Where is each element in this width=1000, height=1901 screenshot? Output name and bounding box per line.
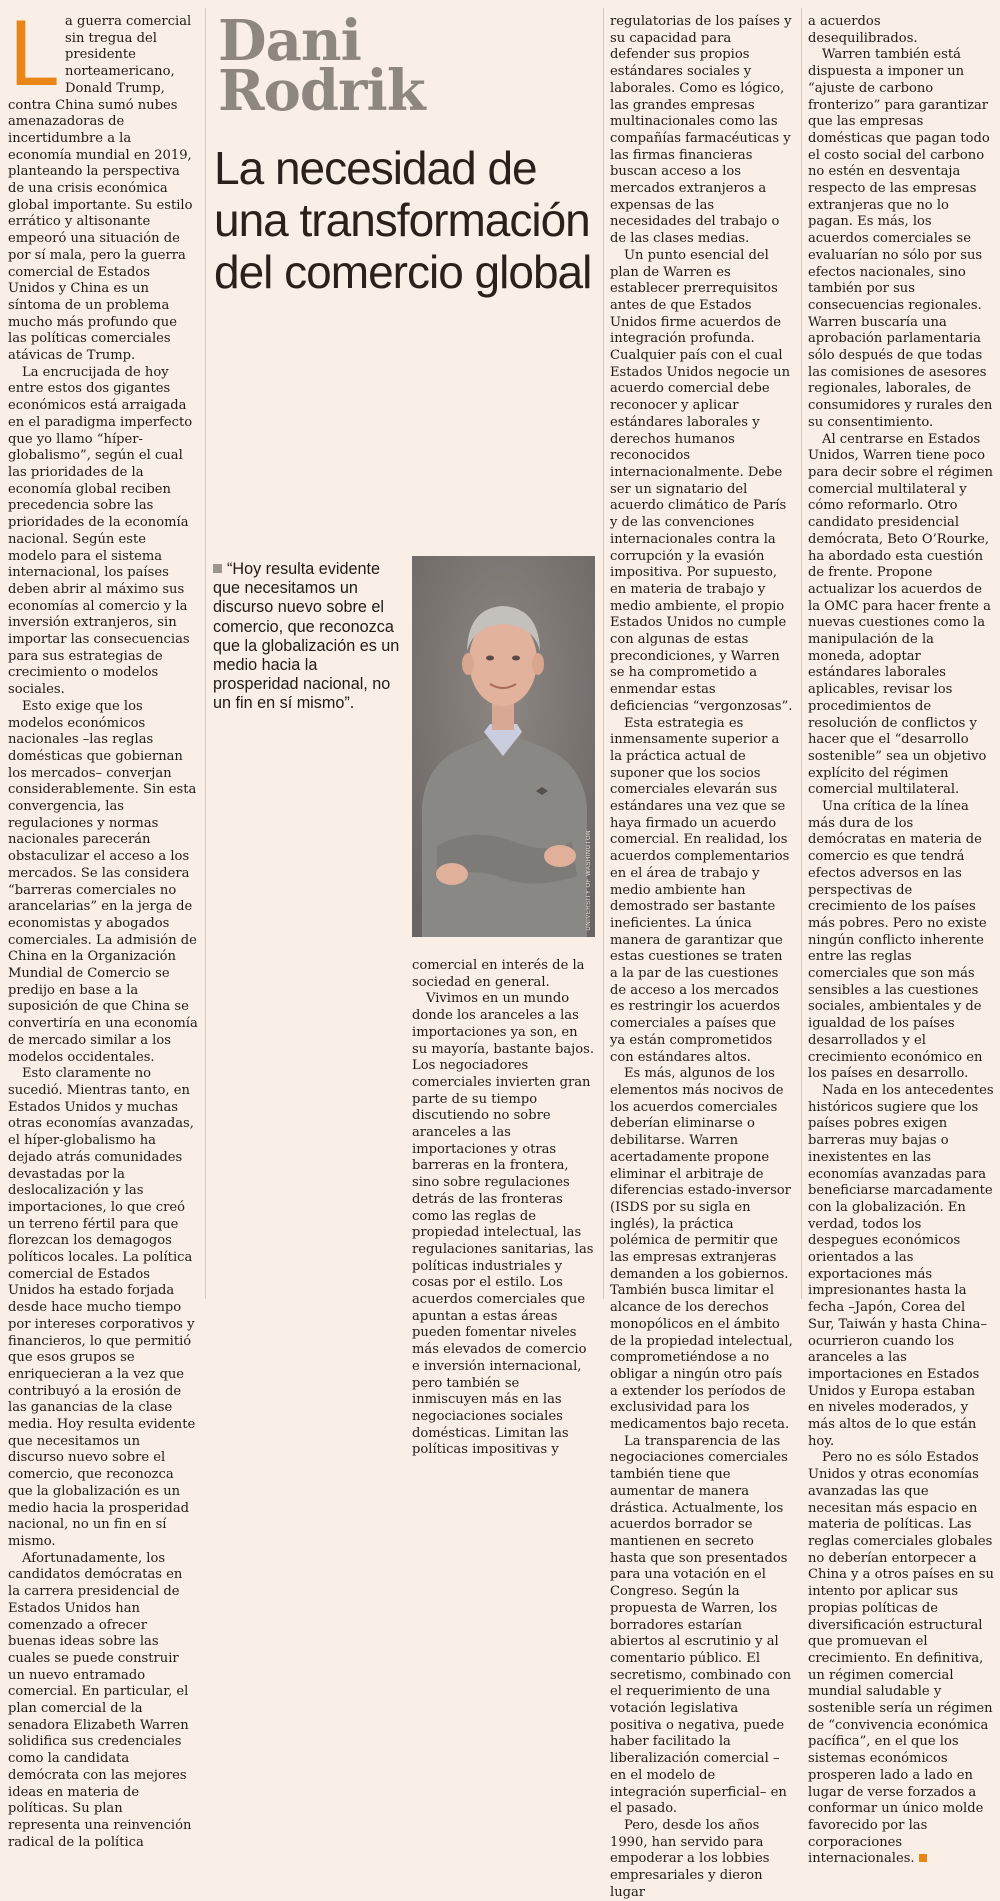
- paragraph: La encrucijada de hoy entre estos dos gigantes económicos está arraigada en el paradigma imperfecto que yo llamo “híper-globalismo”, según el cual las prioridades de la economía global reciben precedencia sobre las prioridades de la economía nacional. Según este modelo para el sistema internacional, los países deben abrir al máximo sus economías al comercio y la inversión extranjeros, sin importar las consecuencias para sus estrategias de crecimiento o modelos sociales.: [8, 364, 193, 698]
- column-divider: [603, 8, 604, 1299]
- drop-cap: L: [8, 3, 58, 106]
- paragraph: Un punto esencial del plan de Warren es establecer prerrequisitos antes de que Estados Unidos firme acuerdos de integración profunda. Cualquier país con el cual Estados Unidos negocie un acuerdo comercial debe reconocer y aplicar estándares laborales y derechos humanos reconocidos internacionalmente. Debe ser un signatario del acuerdo climático de París y de las convenciones internacionales contra la corrupción y la evasión impositiva. Por supuesto, en materia de trabajo y medio ambiente, el propio Estados Unidos no cumple con algunas de estas precondiciones, y Warren se ha comprometido a enmendar estas deficiencias “vergonzosas”.: [610, 247, 793, 714]
- author-first-name: Dani: [218, 8, 361, 74]
- paragraph: Afortunadamente, los candidatos demócratas en la carrera presidencial de Estados Unidos han comenzado a ofrecer buenas ideas sobre las cuales se puede construir un nuevo entramado comercial. En particular, el plan comercial de la senadora Elizabeth Warren solidifica sus credenciales como la candidata demócrata con las mejores ideas en materia de políticas. Su plan representa una reinvención radical de la política: [8, 1550, 192, 1850]
- author-name: [218, 8, 598, 124]
- paragraph: Nada en los antecedentes históricos sugiere que los países pobres exigen barreras muy bajas o inexistentes en las economías avanzadas para beneficiarse marcadamente con la globalización. En verdad, todos los despegues económicos orientados a las exportaciones más impresionantes hasta la fecha –Japón, Corea del Sur, Taiwán y hasta China– ocurrieron cuando los aranceles a las importaciones en Estados Unidos y Europa estaban en niveles moderados, y más altos de lo que están hoy.: [808, 1083, 994, 1449]
- pull-quote-text: “Hoy resulta evidente que necesitamos un discurso nuevo sobre el comercio, que reconozca que la globalización es un medio hacia la prosperidad nacional, no un fin en sí mismo”.: [213, 560, 400, 713]
- paragraph: Pero, desde los años 1990, han servido para empoderar a los lobbies empresariales y dieron lugar: [610, 1817, 770, 1900]
- column-divider: [801, 8, 802, 1299]
- article-column-4: [808, 14, 994, 1867]
- article-column-1: [8, 3, 198, 1850]
- paragraph: Esto exige que los modelos económicos nacionales –las reglas domésticas que gobiernan los mercados– converjan considerablemente. Sin esta convergencia, las regulaciones y normas nacionales parecerán obstaculizar el acceso a los mercados. Se las considera “barreras comerciales no arancelarias” en la jerga de economistas y abogados comerciales. La admisión de China en la Organización Mundial de Comercio se predijo en base a la suposición de que China se convertiría en una economía de mercado similar a los modelos occidentales.: [8, 698, 198, 1065]
- paragraph: La transparencia de las negociaciones comerciales también tiene que aumentar de manera drástica. Actualmente, los acuerdos borrador se mantienen en secreto hasta que son presentados para una votación en el Congreso. Según la propuesta de Warren, los borradores estarían abiertos al escrutinio y al comentario público. El secretismo, combinado con el requerimiento de una votación legislativa positiva o negativa, puede haber facilitado la liberalización comercial –en el modelo de integración superficial– en el pasado.: [610, 1433, 792, 1817]
- paragraph: Vivimos en un mundo donde los aranceles a las importaciones ya son, en su mayoría, bastante bajos. Los negociadores comerciales invierten gran parte de su tiempo discutiendo no sobre aranceles a las importaciones y otras barreras en la frontera, sino sobre regulaciones detrás de las fronteras como las reglas de propiedad intelectual, las regulaciones sanitarias, las políticas industriales y cosas por el estilo. Los acuerdos comerciales que apuntan a estas áreas pueden fomentar niveles más elevados de comercio e inversión internacional, pero también se inmiscuyen más en las negociaciones sociales domésticas. Limitan las políticas impositivas y: [412, 991, 594, 1458]
- portrait-illustration: [412, 556, 595, 937]
- paragraph: a acuerdos desequilibrados.: [808, 14, 918, 46]
- paragraph: regulatorias de los países y su capacidad para defender sus propios estándares sociales y laborales. Como es lógico, las grandes empresas multinacionales como las compañías farmacéuticas y las firmas financieras buscan acceso a los mercados extranjeros a expensas de las necesidades del trabajo o de las clases medias.: [610, 14, 792, 247]
- paragraph: Una crítica de la línea más dura de los demócratas en materia de comercio es que tendrá efectos adversos en las perspectivas de crecimiento de los países más pobres. Pero no existe ningún conflicto inherente entre las reglas comerciales que son más sensibles a las cuestiones sociales, ambientales y de igualdad de los países desarrollados y el crecimiento económico en los países en desarrollo.: [808, 799, 987, 1082]
- paragraph: Es más, algunos de los elementos más nocivos de los acuerdos comerciales deberían eliminarse o debilitarse. Warren acertadamente propone eliminar el arbitraje de diferencias estado-inversor (ISDS por su sigla en inglés), la práctica polémica de permitir que las empresas extranjeras demanden a los gobiernos. También busca limitar el alcance de los derechos monopólicos en el ámbito de la propiedad intelectual, comprometiéndose a no obligar a ningún otro país a extender los períodos de exclusividad para los medicamentos bajo receta.: [610, 1066, 793, 1433]
- column-divider: [205, 8, 206, 1299]
- author-last-name: Rodrik: [218, 58, 425, 124]
- article-column-3: [610, 14, 793, 1900]
- paragraph: Esta estrategia es inmensamente superior a la práctica actual de suponer que los socios comerciales elevarán sus estándares una vez que se haya firmado un acuerdo comercial. En realidad, los acuerdos complementarios en el área de trabajo y medio ambiente han demostrado ser bastante ineficientes. La única manera de garantizar que estas cuestiones se traten a la par de las cuestiones de acceso a los mercados es restringir los acuerdos comerciales a países que ya están comprometidos con estándares altos.: [610, 715, 790, 1065]
- end-mark-icon: [919, 1854, 927, 1862]
- paragraph: comercial en interés de la sociedad en general.: [412, 958, 585, 990]
- pull-quote: [213, 560, 401, 714]
- opening-paragraph: La guerra comercial sin tregua del presidente norteamericano, Donald Trump, contra China sumó nubes amenazadoras de incertidumbre a la economía mundial en 2019, planteando la perspectiva de una crisis económica global importante. Su estilo errático y altisonante empeoró una situación de por sí mala, pero la guerra comercial de Estados Unidos y China es un síntoma de un problema mucho más profundo que las políticas comerciales atávicas de Trump.: [8, 3, 193, 364]
- paragraph: Esto claramente no sucedió. Mientras tanto, en Estados Unidos y muchas otras economías avanzadas, el híper-globalismo ha dejado atrás comunidades devastadas por la deslocalización y las importaciones, lo que creó un terreno fértil para que florezcan los demagogos políticos locales. La política comercial de Estados Unidos ha estado forjada desde hace mucho tiempo por intereses corporativos y financieros, lo que permitió que esos grupos se enriquecieran a la vez que contribuyó a la erosión de las ganancias de la clase media. Hoy resulta evidente que necesitamos un discurso nuevo sobre el comercio, que reconozca que la globalización es un medio hacia la prosperidad nacional, no un fin en sí mismo.: [8, 1066, 196, 1549]
- article-column-2: [412, 958, 595, 1458]
- closing-paragraph: Pero no es sólo Estados Unidos y otras economías avanzadas las que necesitan más espacio en materia de políticas. Las reglas comerciales globales no deberían entorpecer a China y a otros países en su intento por aplicar sus propias políticas de diversificación estructural que promuevan el crecimiento. En definitiva, un régimen comercial mundial saludable y sostenible sería un régimen de “convivencia económica pacífica”, en el que los sistemas económicos prosperen lado a lado en lugar de verse forzados a conformar un único molde favorecido por las corporaciones internacionales.: [808, 1450, 994, 1867]
- photo-credit: UNIVERSITY OF WASHINGTON: [586, 830, 592, 931]
- headline: La necesidad de una transformación del comercio global: [214, 142, 592, 298]
- paragraph: Al centrarse en Estados Unidos, Warren tiene poco para decir sobre el régimen comercial multilateral y cómo reformarlo. Otro candidato presidencial demócrata, Beto O’Rourke, ha abordado esta cuestión de frente. Propone actualizar los acuerdos de la OMC para hacer frente a nuevas cuestiones como la manipulación de la moneda, adoptar estándares laborales aplicables, revisar los procedimientos de resolución de conflictos y hacer que el “desarrollo sostenible” sea un objetivo explícito del régimen comercial multilateral.: [808, 431, 993, 798]
- square-bullet-icon: [213, 564, 222, 573]
- author-photo: [412, 556, 595, 937]
- paragraph: Warren también está dispuesta a imponer un “ajuste de carbono fronterizo” para garantizar que las empresas domésticas que pagan todo el costo social del carbono no estén en desventaja respecto de las empresas extranjeras que no lo pagan. Es más, los acuerdos comerciales se evaluarían no sólo por sus efectos nacionales, sino también por sus consecuencias regionales. Warren buscaría una aprobación parlamentaria sólo después de que todas las comisiones de asesores regionales, laborales, de consumidores y rurales den su consentimiento.: [808, 47, 993, 430]
